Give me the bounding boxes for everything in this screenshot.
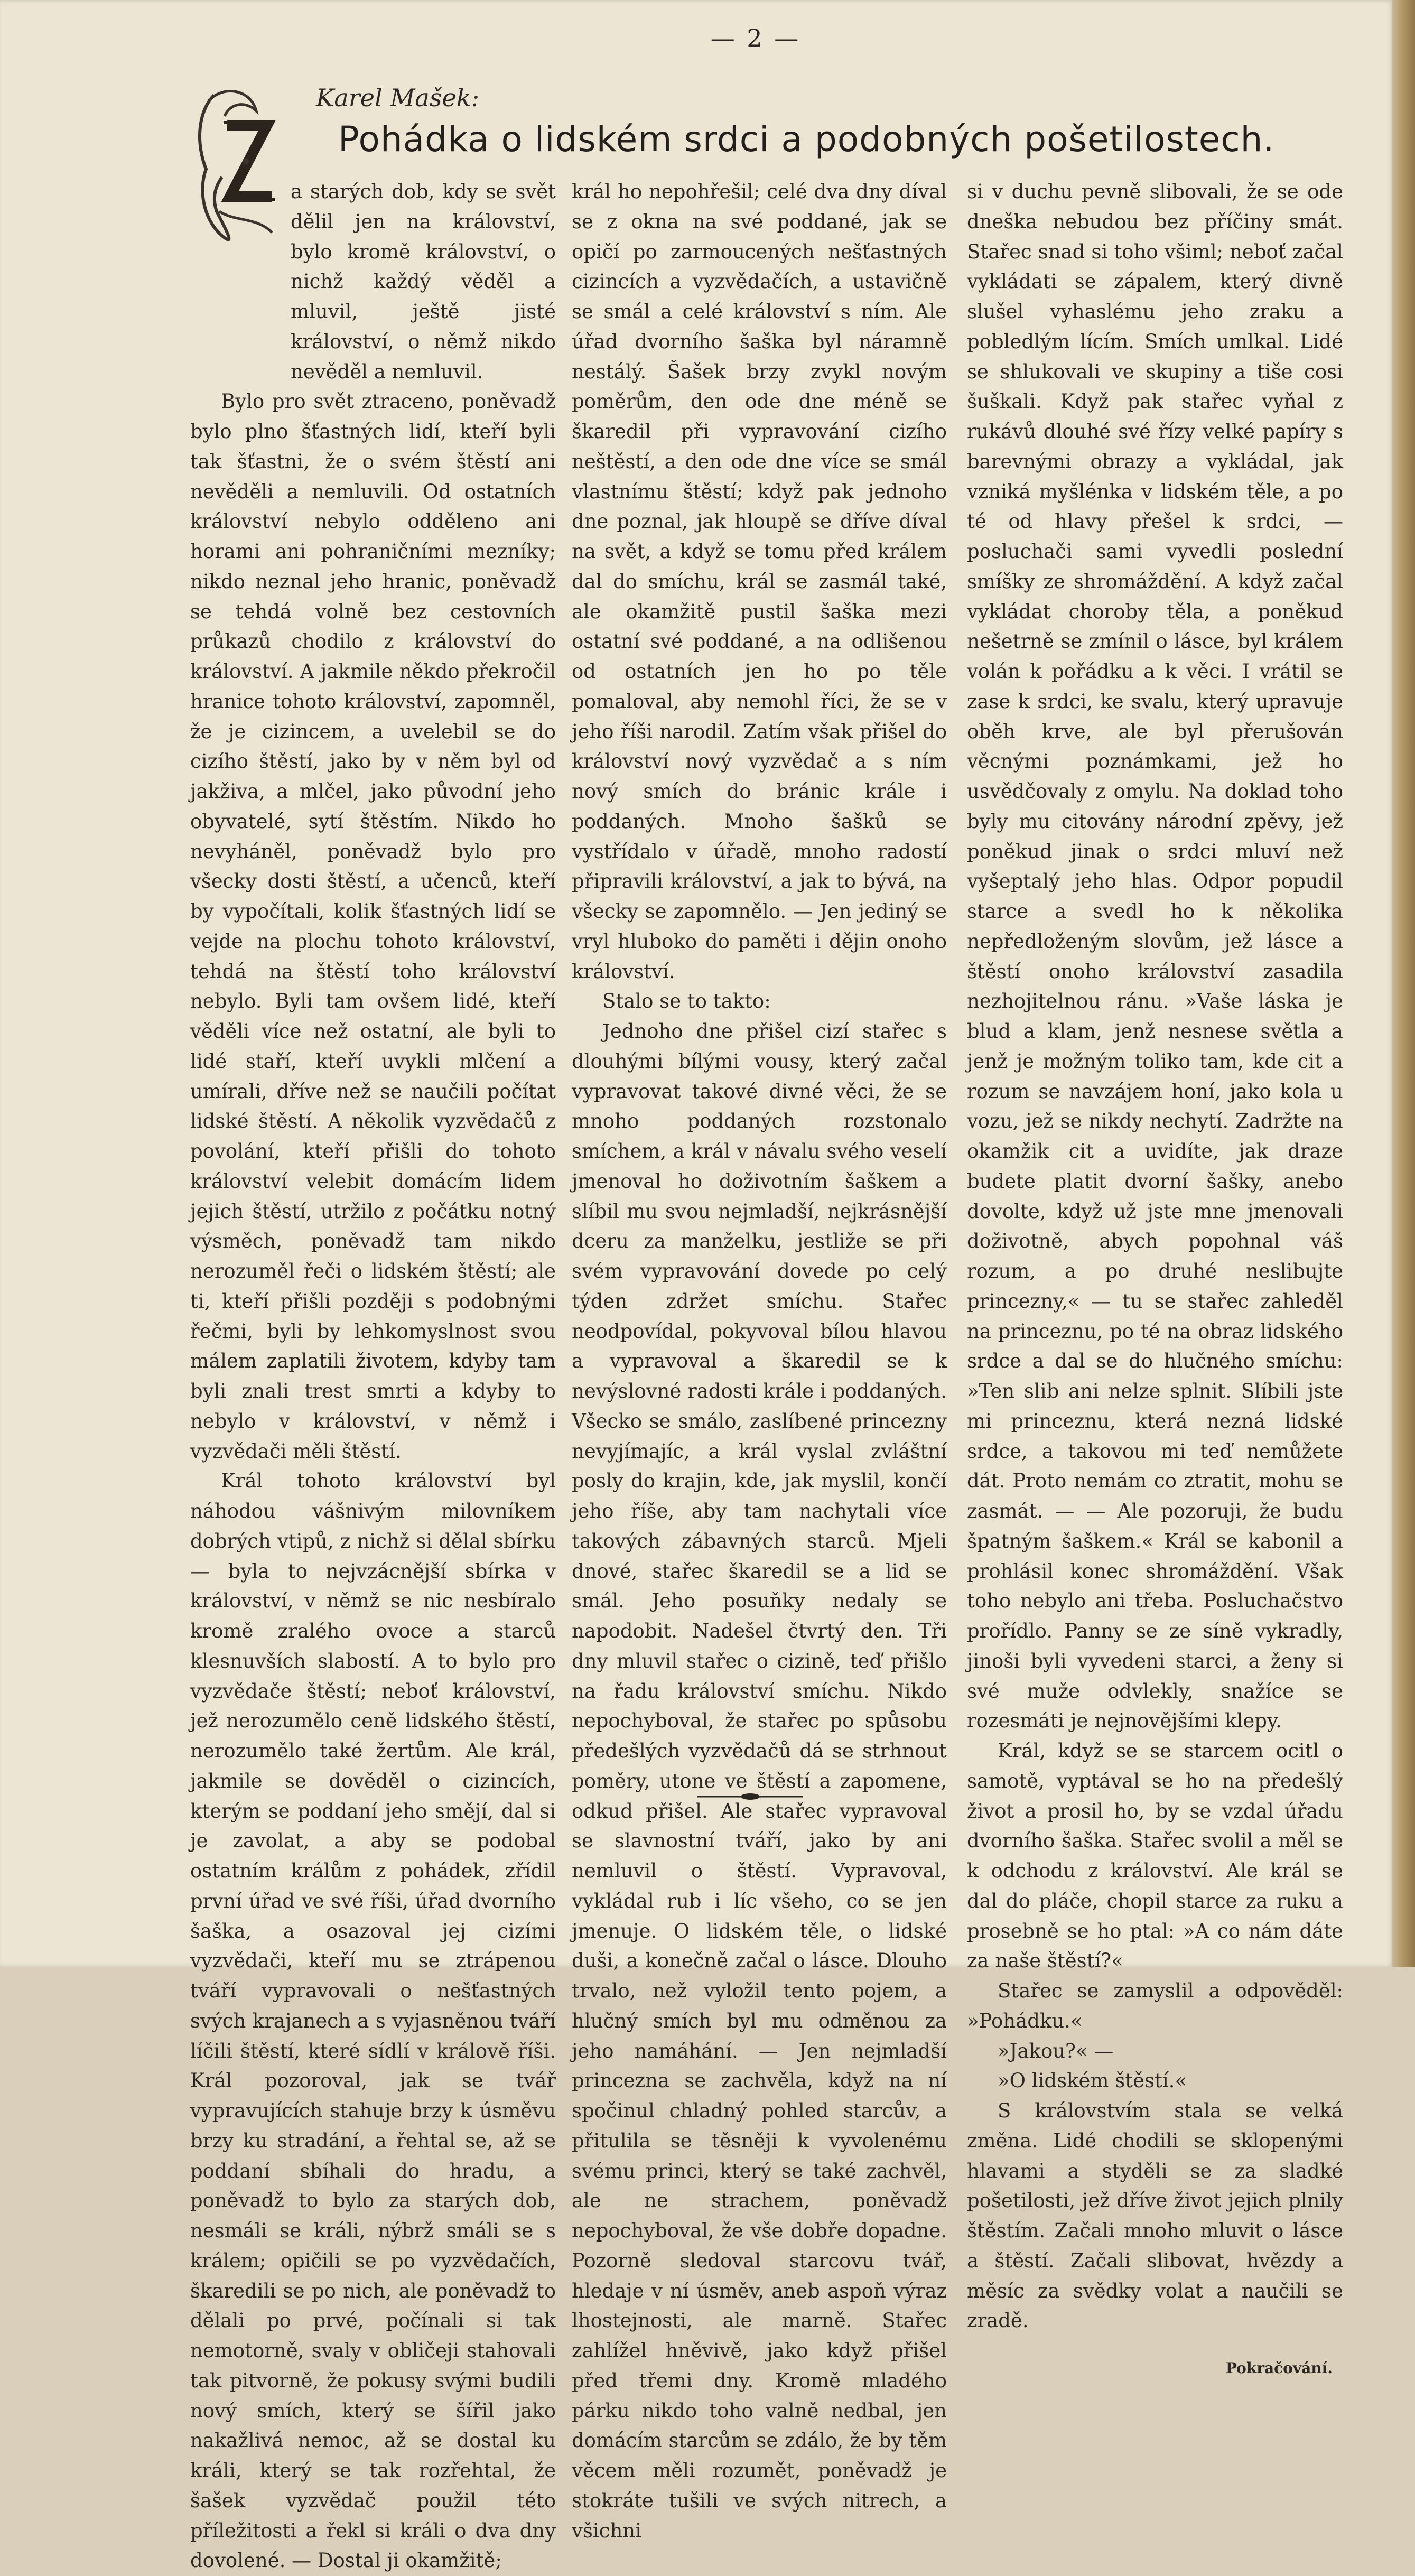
paragraph: Bylo pro svět ztraceno, poněvadž bylo plno šťastných lidí, kteří byli tak šťastni, že o svém štěstí ani nevěděli a nemluvili. Od ostatních království nebylo odděleno ani horami ani pohraničními mezníky; nikdo neznal jeho hranic, poněvadž se tehdá volně bez cestovních průkazů chodilo z království do království. A jakmile někdo překročil hranice tohoto království, zapomněl, že je cizincem, a uvelebil se do cizího štěstí, jako by v něm byl od jakživa, a mlčel, jako původní jeho obyvatelé, sytí štěstím. Nikdo ho nevyháněl, poněvadž bylo pro všecky dosti štěstí, a učenců, kteří by vypočítali, kolik šťastných lidí se vejde na plochu tohoto království, tehdá na štěstí toho království nebylo. Byli tam ovšem lidé, kteří věděli více než ostatní, ale byli to lidé staří, kteří uvykli mlčení a umírali, dříve než se naučili počítat lidské štěstí. A několik vyzvědačů z povolání, kteří přišli do tohoto království velebit domácím lidem jejich štěstí, utržilo z počátku notný výsměch, poněvadž tam nikdo nerozuměl řeči o lidském štěstí; ale ti, kteří přišli později s podobnými řečmi, byli by lehkomyslnost svou málem zaplatili životem, kdyby tam byli znali trest smrti a kdyby to nebylo v království, v němž i vyzvědači měli štěstí.	[190, 390, 556, 1463]
paragraph: Stařec se zamyslil a odpověděl: »Pohádku.«	[967, 1979, 1343, 2032]
paragraph: »O lidském štěstí.«	[998, 2069, 1187, 2093]
paragraph: S královstvím stala se velká změna. Lidé chodili se sklopenými hlavami a styděli se za sladké pošetilosti, jež dříve život jejich plnily štěstím. Začali mnoho mluvit o lásce a štěstí. Začali slibovat, hvězdy a měsíc za svědky volat a naučili se zradě.	[967, 2099, 1343, 2332]
paragraph: král ho nepohřešil; celé dva dny díval se z okna na své poddané, jak se opičí po zarmoucených nešťastných cizincích a vyzvědačích, a ustavičně se smál a celé království s ním. Ale úřad dvorního šaška byl náramně nestálý. Šašek brzy zvykl novým poměrům, den ode dne méně se škaredil při vypravování cizího neštěstí, a den ode dne více se smál vlastnímu štěstí; když pak jednoho dne poznal, jak hloupě se dříve díval na svět, a když se tomu před králem dal do smíchu, král se zasmál také, ale okamžitě pustil šaška mezi ostatní své poddané, a na odlišenou od ostatních jen ho po těle pomaloval, aby nemohl říci, že se v jeho říši narodil. Zatím však přišel do království nový vyzvědač a s ním nový smích do bránic krále i poddaných. Mnoho šašků se vystřídalo v úřadě, mnoho radostí připravili království, a jak to bývá, na všecky se zapomnělo. — Jen jediný se vryl hluboko do paměti i dějin onoho království.	[572, 180, 947, 983]
paragraph: »Jakou?« —	[998, 2039, 1114, 2062]
page-number: — 2 —	[710, 24, 801, 52]
article-title: Pohádka o lidském srdci a podobných pošetilostech.	[338, 119, 1275, 160]
paragraph: si v duchu pevně slibovali, že se ode dneška nebudou bez příčiny smát. Stařec snad si toho všiml; neboť začal vykládati se zápalem, který divně slušel vyhaslému jeho zraku a pobledlým lícím. Smích umlkal. Lidé se shlukovali ve skupiny a tiše cosi šuškali. Když pak stařec vyňal z rukávů dlouhé své řízy velké papíry s barevnými obrazy a vykládal, jak vzniká myšlénka v lidském těle, a po té od hlavy přešel k srdci, — posluchači sami vyvedli poslední smíšky ze shromáždění. A když začal vykládat choroby těla, a poněkud nešetrně se zmínil o lásce, byl králem volán k pořádku a k věci. I vrátil se zase k srdci, ke svalu, který upravuje oběh krve, ale byl přerušován věcnými poznámkami, jež ho usvědčovaly z omylu. Na doklad toho byly mu citovány národní zpěvy, jež poněkud jinak o srdci mluví než vyšeptalý jeho hlas. Odpor popudil starce a svedl ho k několika nepředloženým slovům, jež lásce a štěstí onoho království zasadila nezhojitelnou ránu. »Vaše láska je blud a klam, jenž nesnese světla a jenž je možným toliko tam, kde cit a rozum se navzájem honí, jako kola u vozu, jež se nikdy nechytí. Zadržte na okamžik cit a uvidíte, jak draze budete platit dvorní šašky, anebo dovolte, když už jste mne jmenovali doživotně, abych popohnal váš rozum, a po druhé neslibujte princezny,« — tu se stařec zahleděl na princeznu, po té na obraz lidského srdce a dal se do hlučného smíchu: »Ten slib ani nelze splnit. Slíbili jste mi princeznu, která nezná lidské srdce, a takovou mi teď nemůžete dát. Proto nemám co ztratit, mohu se zasmát. — — Ale pozoruji, že budu špatným šaškem.« Král se kabonil a prohlásil konec shromáždění. Však toho nebylo ani třeba. Posluchačstvo prořídlo. Panny se ze síně vykradly, jinoši byli vyvedeni starci, a ženy si své muže odvlekly, snažíce se rozesmáti je nejnovějšími klepy.	[967, 180, 1343, 1733]
paragraph: Král, když se se starcem ocitl o samotě, vyptával se ho na předešlý život a prosil ho, by se vzdal úřadu dvorního šaška. Stařec svolil a měl se k odchodu z království. Ale král se dal do pláče, chopil starce za ruku a prosebně se ho ptal: »A co nám dáte za naše štěstí?«	[967, 1740, 1343, 1973]
column-3	[967, 177, 1343, 2380]
book-spine-edge	[1392, 0, 1415, 1967]
paragraph: Stalo se to takto:	[602, 990, 771, 1013]
paragraph: Jednoho dne přišel cizí stařec s dlouhými bílými vousy, který začal vypravovat takové divné věci, že se mnoho poddaných rozstonalo smíchem, a král v návalu svého veselí jmenoval ho doživotním šaškem a slíbil mu svou nejmladší, nejkrásnější dceru za manželku, jestliže se při svém vypravování dovede po celý týden zdržet smíchu. Stařec neodpovídal, pokyvoval bílou hlavou a vypravoval a škaredil se k nevýslovné radosti krále i poddaných. Všecko se smálo, zaslíbené princezny nevyjímajíc, a král vyslal zvláštní posly do krajin, kde, jak myslil, končí jeho říše, aby tam nachytali více takových zábavných starců. Mjeli dnové, stařec škaredil se a lid se smál. Jeho posuňky nedaly se napodobit. Nadešel čtvrtý den. Tři dny mluvil stařec o cizině, teď přišlo na řadu království smíchu. Nikdo nepochyboval, že stařec po spůsobu předešlých vyzvědačů dá se strhnout poměry, utone ve štěstí a zapomene, odkud přišel. Ale stařec vypravoval se slavnostní tváří, jako by ani nemluvil o štěstí. Vypravoval, vykládal rub i líc všeho, co se jen jmenuje. O lidském těle, o lidské duši, a konečně začal o lásce. Dlouho trvalo, než vyložil tento pojem, a hlučný smích byl mu odměnou za jeho namáhání. — Jen nejmladší princezna se zachvěla, když na ní spočinul chladný pohled starcův, a přitulila se těsněji k vyvolenému svému princi, který se také zachvěl, ale ne strachem, poněvadž nepochyboval, že vše dobře dopadne. Pozorně sledoval starcovu tvář, hledaje v ní úsměv, aneb aspoň výraz lhostejnosti, ale marně. Stařec zahlížel hněvivě, jako když přišel před třemi dny. Kromě mladého párku nikdo toho valně nedbal, jen domácím starcům se zdálo, že by těm věcem měli rozumět, poněvadž je stokráte tušili ve svých nitrech, a všichni	[572, 1020, 947, 2542]
author-name: Karel Mašek:	[316, 83, 480, 112]
end-ornament	[697, 1789, 803, 1805]
opening-paragraph: a starých dob, kdy se svět dělil jen na království, bylo kromě království, o nichž každý věděl a mluvil, ještě jisté království, o němž nikdo nevěděl a nemluvil.	[291, 180, 556, 383]
paragraph: Král tohoto království byl náhodou vášnivým milovníkem dobrých vtipů, z nichž si dělal sbírku — byla to nejvzácnější sbírka v království, v němž se nic nesbíralo kromě zralého ovoce a starců klesnuvších slabostí. A to bylo pro vyzvědače štěstí; neboť království, jež nerozumělo ceně lidského štěstí, nerozumělo také žertům. Ale král, jakmile se dověděl o cizincích, kterým se poddaní jeho smějí, dal si je zavolat, a aby se podobal ostatním králům z pohádek, zřídil první úřad ve své říši, úřad dvorního šaška, a osazoval jej cizími vyzvědači, kteří mu se ztrápenou tváří vypravovali o nešťastných svých krajanech a s vyjasněnou tváří líčili štěstí, které sídlí v králově říši. Král pozoroval, jak se tvář vypravujících stahuje brzy k úsměvu brzy ku stradání, a řehtal se, až se poddaní sbíhali do hradu, a poněvadž to bylo za starých dob, nesmáli se králi, nýbrž smáli se s králem; opičili se po vyzvědačích, škaredili se po nich, ale poněvadž to dělali po prvé, počínali si tak nemotorně, svaly v obličeji stahovali tak pitvorně, že pokusy svými budili nový smích, který se šířil jako nakažlivá nemoc, až se dostal ku králi, který se tak rozřehtal, že šašek vyzvědač použil této příležitosti a řekl si králi o dva dny dovolené. — Dostal ji okamžitě;	[190, 1470, 556, 2572]
column-2	[572, 177, 947, 2546]
column-1	[190, 177, 556, 2576]
continued-note: Pokračování.	[1225, 2359, 1333, 2377]
